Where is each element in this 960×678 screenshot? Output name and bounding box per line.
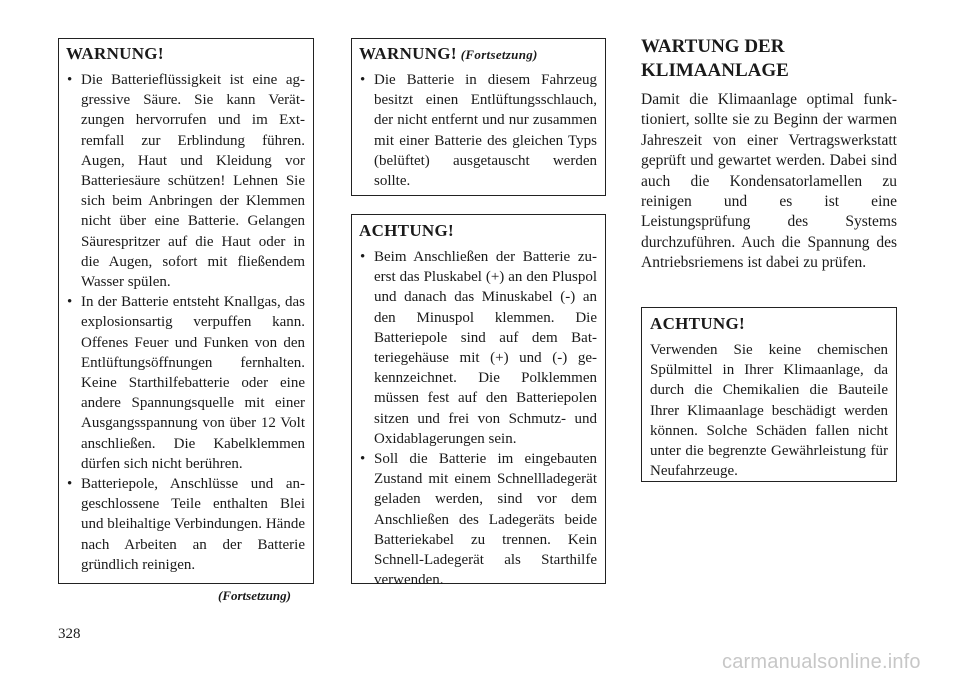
list-item: • Die Batterie in diesem Fahrzeug besitzt einen Entlüftungsschlauch, der nicht entfernt und nur zusammen mit einer Batterie des gleichen Typs (belüftet) ausgetauscht werden sollte. bbox=[359, 70, 597, 191]
warning-title: WARNUNG! (Fortsetzung) bbox=[359, 44, 538, 63]
warning-list bbox=[66, 70, 305, 575]
list-item: • Die Batterieflüssigkeit ist eine aggressive Säure. Sie kann Verätzungen hervorrufen und im Extremfall zur Erblindung führen. Augen, Haut und Kleidung vor Batteriesäure schützen! Lehnen Sie sich beim Anbringen der Klemmen nicht über eine Batterie. Gelangen Säurespritzer auf die Haut oder in die Augen, sofort mit fließendem Wasser spülen. bbox=[66, 70, 305, 292]
caution-title: ACHTUNG! bbox=[359, 221, 454, 240]
caution-list bbox=[359, 247, 597, 590]
continued-note: (Fortsetzung) bbox=[218, 588, 291, 603]
caution-box-col2 bbox=[351, 214, 606, 589]
caution-text: Verwenden Sie keine chemischen Spülmittel in Ihrer Klimaanlage, da durch die Chemikalien die Bauteile Ihrer Klimaanlage beschädigt werden können. Solche Schäden fallen nicht unter die begrenzte Gewährleistung für Neufahrzeuge. bbox=[650, 342, 888, 480]
list-item: • Beim Anschließen der Batterie zuerst das Pluskabel (+) an den Pluspol und danach das Minuskabel (-) an den Minuspol klemmen. Die Batteriepole sind auf dem Batteriegehäuse mit (+) und (-) gekennzeichnet. Die Polklemmen müssen fest auf den Batteriepolen sitzen und frei von Schmutz- und Oxidablagerungen sein. bbox=[359, 247, 597, 449]
warning-list bbox=[359, 70, 597, 191]
caution-box-col3 bbox=[641, 307, 897, 482]
list-item: • Soll die Batterie im eingebauten Zustand mit einem Schnellladegerät geladen werden, sind vor dem Anschließen des Ladegeräts beide Batteriekabel zu trennen. Kein Schnell-Ladegerät als Starthilfe verwenden. bbox=[359, 449, 597, 590]
warning-continued-label: (Fortsetzung) bbox=[460, 47, 538, 62]
list-item: • In der Batterie entsteht Knallgas, das explosionsartig verpuffen kann. Offenes Feuer und Funken von den Entlüftungsöffnungen fernhalten. Keine Starthilfebatterie oder eine andere Spannungsquelle mit einer Ausgangsspannung von über 12 Volt anschließen. Die Kabelklemmen dürfen sich nicht berühren. bbox=[66, 292, 305, 474]
warning-title: WARNUNG! bbox=[66, 44, 164, 63]
section-heading: WARTUNG DER KLIMAANLAGE bbox=[641, 36, 789, 81]
caution-title: ACHTUNG! bbox=[650, 314, 745, 333]
warning-box-col1 bbox=[58, 38, 314, 584]
warning-continued-box bbox=[351, 38, 606, 196]
watermark: carmanualsonline.info bbox=[722, 651, 921, 673]
list-item: • Batteriepole, Anschlüsse und angeschlossene Teile enthalten Blei und bleihaltige Verbindungen. Hände nach Arbeiten an der Batterie gründlich reinigen. bbox=[66, 474, 305, 575]
page-number: 328 bbox=[58, 626, 81, 642]
section-paragraph: Damit die Klimaanlage optimal funktioniert, sollte sie zu Beginn der warmen Jahreszeit von einer Vertragswerkstatt geprüft und gewartet werden. Dabei sind auch die Kondensatorlamellen zu reinigen und es ist eine Leistungsprüfung des Systems durchzuführen. Auch die Spannung des Antriebsriemens ist dabei zu prüfen. bbox=[641, 91, 897, 272]
